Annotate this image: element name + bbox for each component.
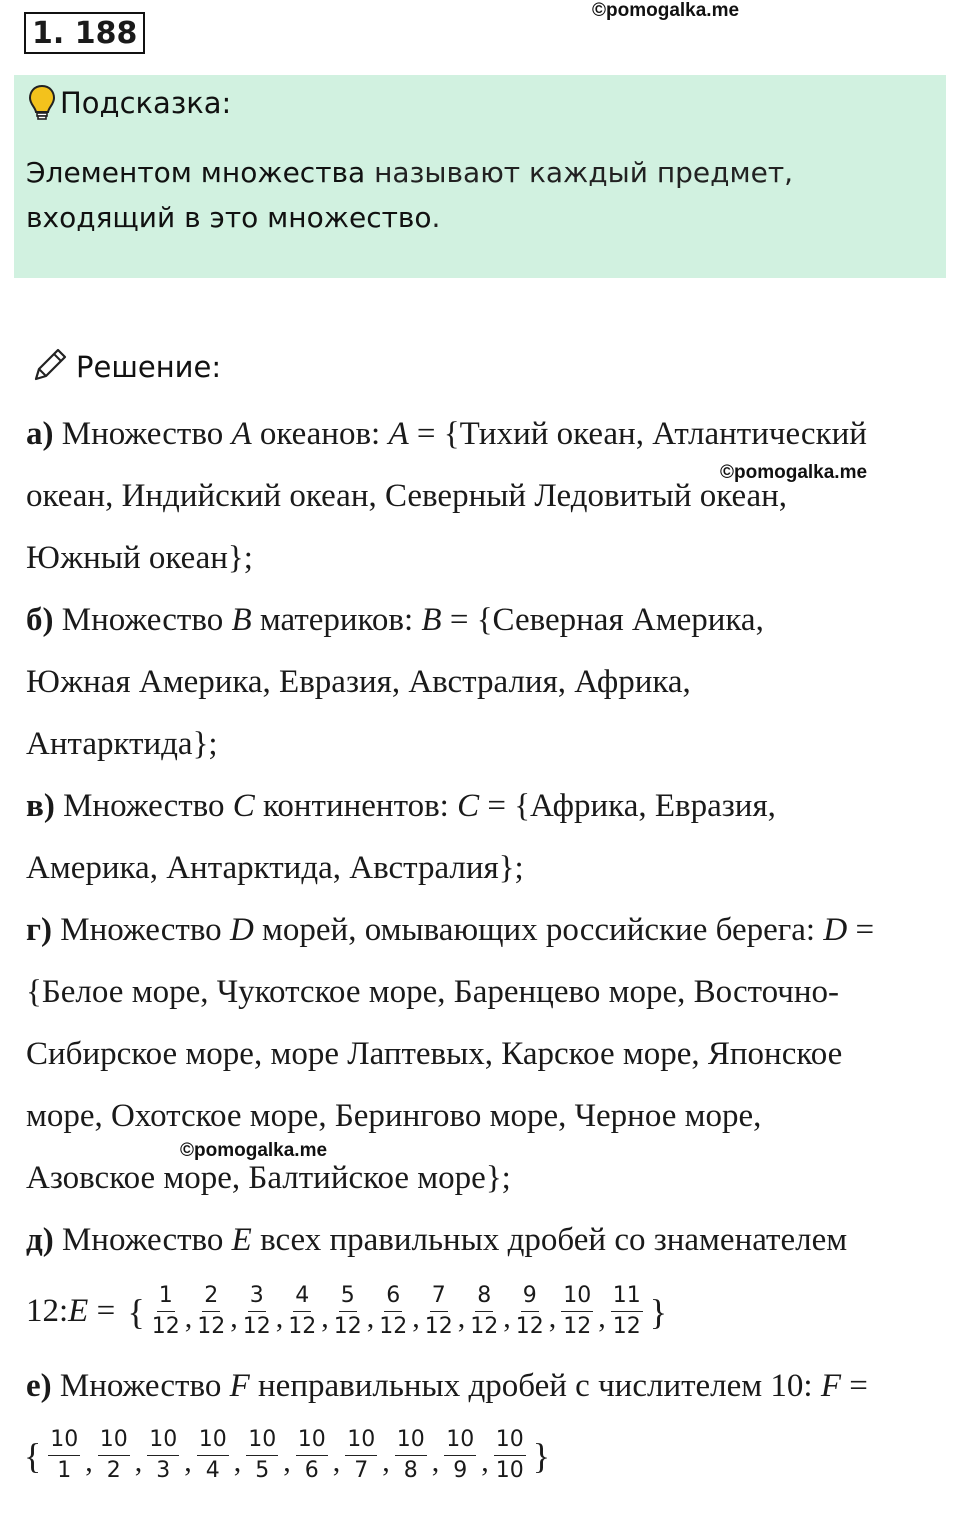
open-brace: { [24,1435,42,1476]
denominator: 12 [515,1314,544,1339]
comma: , [85,1444,93,1478]
close-brace: } [532,1435,551,1476]
comma: , [598,1300,606,1334]
item-b-line-3: Антарктида}; [26,726,218,762]
task-number: 1. 188 [24,12,145,54]
item-d-line-3: Сибирское море, море Лаптевых, Карское море, Японское [26,1036,843,1072]
denominator: 12 [612,1314,641,1339]
numerator: 10 [48,1428,80,1456]
fraction [470,1284,498,1339]
denominator: 12 [197,1314,226,1339]
item-a-line-3: Южный океан}; [26,540,253,576]
denominator: 3 [156,1458,171,1483]
var: C [232,788,255,824]
text: = {Африка, Евразия, [479,788,776,824]
comma: , [431,1444,440,1478]
numerator: 11 [611,1284,643,1312]
numerator: 10 [444,1428,476,1456]
item-d-line-1 [26,912,874,949]
lightbulb-icon [28,84,56,122]
denominator: 5 [255,1458,270,1483]
item-b-line-1 [26,602,764,639]
numerator: 10 [147,1428,179,1456]
comma: , [366,1300,375,1334]
hint-bold-term: Элементом множества [26,156,366,189]
comma: , [275,1300,284,1334]
hint-title: Подсказка: [60,86,232,120]
comma: , [283,1444,291,1478]
text: = {Тихий океан, Атлантический [408,416,867,452]
set-f-fractions [45,1428,529,1483]
fraction [296,1428,328,1483]
comma: , [233,1444,242,1478]
hint-text-part: называют каждый предмет, [365,156,794,189]
text: Множество [53,416,232,452]
comma: , [332,1444,341,1478]
item-d-line-5: Азовское море, Балтийское море}; [26,1160,511,1196]
fraction [379,1284,407,1339]
denominator: 2 [106,1458,121,1483]
item-f-line-1 [26,1368,868,1405]
fraction [243,1284,271,1339]
close-brace: } [649,1291,668,1332]
denominator: 12 [333,1314,362,1339]
comma: , [382,1444,390,1478]
denominator: 12 [242,1314,271,1339]
numerator: 5 [339,1284,357,1312]
var: F [229,1368,250,1404]
fraction [395,1428,427,1483]
watermark-middle: ©pomogalka.me [720,462,868,483]
item-e-line-1 [26,1222,847,1259]
numerator: 2 [202,1284,220,1312]
set-e-fractions [149,1284,646,1339]
item-e-label: д) [26,1222,54,1258]
text: = [847,912,875,948]
text: морей, омывающих российские берега: [253,912,824,948]
fraction [152,1284,180,1339]
comma: , [184,1444,192,1478]
text: всех правильных дробей со знаменателем [251,1222,848,1258]
text: Множество [53,1222,232,1258]
numerator: 7 [430,1284,448,1312]
var: B [421,602,442,638]
numerator: 10 [296,1428,328,1456]
denominator: 7 [354,1458,369,1483]
fraction [345,1428,377,1483]
denominator: 12 [470,1314,499,1339]
text: Множество [53,602,232,638]
numerator: 4 [293,1284,311,1312]
text: = {Северная Америка, [441,602,764,638]
numerator: 10 [197,1428,229,1456]
item-d-label: г) [26,912,52,948]
var: A [388,416,409,452]
item-a-label: а) [26,416,54,452]
comma: , [457,1300,466,1334]
pencil-icon [30,345,70,385]
fraction [425,1284,453,1339]
item-c-line-2: Америка, Антарктида, Австралия}; [26,850,524,886]
text: Множество [51,1368,230,1404]
denominator: 9 [453,1458,468,1483]
text: = [88,1293,124,1329]
var: D [823,912,848,948]
numerator: 9 [521,1284,539,1312]
var: D [229,912,254,948]
denominator: 8 [403,1458,418,1483]
fraction [48,1428,80,1483]
comma: , [321,1300,329,1334]
numerator: 10 [246,1428,278,1456]
item-a-line-2: океан, Индийский океан, Северный Ледовитый океан, [26,478,788,514]
denominator: 6 [304,1458,319,1483]
item-c-label: в) [26,788,55,824]
numerator: 1 [157,1284,175,1312]
comma: , [503,1300,511,1334]
fraction [561,1284,593,1339]
text: Множество [54,788,233,824]
text: неправильных дробей с числителем 10: [249,1368,821,1404]
fraction [611,1284,643,1339]
fraction [444,1428,476,1483]
numerator: 8 [475,1284,493,1312]
text: Множество [51,912,230,948]
fraction [516,1284,544,1339]
var: A [231,416,252,452]
numerator: 10 [345,1428,377,1456]
fraction [197,1428,229,1483]
text: материков: [251,602,422,638]
hint-text-end: . [431,201,441,234]
fraction [98,1428,130,1483]
numerator: 10 [395,1428,427,1456]
comma: , [548,1300,557,1334]
watermark-bottom: ©pomogalka.me [180,1140,328,1161]
numerator: 10 [494,1428,526,1456]
set-f-line [20,1428,554,1483]
text: 12: [26,1293,69,1329]
item-d-line-4: море, Охотское море, Берингово море, Черное море, [26,1098,762,1134]
watermark-top: ©pomogalka.me [592,0,740,21]
fraction [334,1284,362,1339]
text: океанов: [251,416,389,452]
item-f-label: е) [26,1368,52,1404]
denominator: 12 [151,1314,180,1339]
denominator: 10 [495,1458,524,1483]
set-e-line [26,1284,671,1339]
fraction [246,1428,278,1483]
fraction [288,1284,316,1339]
denominator: 12 [288,1314,317,1339]
hint-text [26,150,926,240]
comma: , [184,1300,193,1334]
numerator: 10 [561,1284,593,1312]
item-c-line-1 [26,788,776,825]
item-b-line-2: Южная Америка, Евразия, Австралия, Африка, [26,664,691,700]
fraction [147,1428,179,1483]
item-d-line-2: {Белое море, Чукотское море, Баренцево море, Восточно- [26,974,839,1010]
var: C [457,788,480,824]
var: E [68,1293,89,1329]
denominator: 12 [563,1314,592,1339]
numerator: 10 [98,1428,130,1456]
var: E [231,1222,252,1258]
numerator: 6 [384,1284,402,1312]
numerator: 3 [248,1284,266,1312]
text: континентов: [254,788,458,824]
solution-title: Решение: [76,350,222,384]
fraction [494,1428,526,1483]
hint-bold-term-2: входящий в это множество [26,201,432,234]
denominator: 4 [205,1458,220,1483]
comma: , [412,1300,420,1334]
item-b-label: б) [26,602,54,638]
item-a-line-1 [26,416,867,453]
comma: , [481,1444,489,1478]
denominator: 12 [424,1314,453,1339]
denominator: 12 [379,1314,408,1339]
open-brace: { [127,1291,145,1332]
var: B [231,602,252,638]
comma: , [134,1444,143,1478]
fraction [197,1284,225,1339]
denominator: 1 [57,1458,72,1483]
var: F [820,1368,842,1404]
text: = [841,1368,868,1404]
comma: , [230,1300,238,1334]
